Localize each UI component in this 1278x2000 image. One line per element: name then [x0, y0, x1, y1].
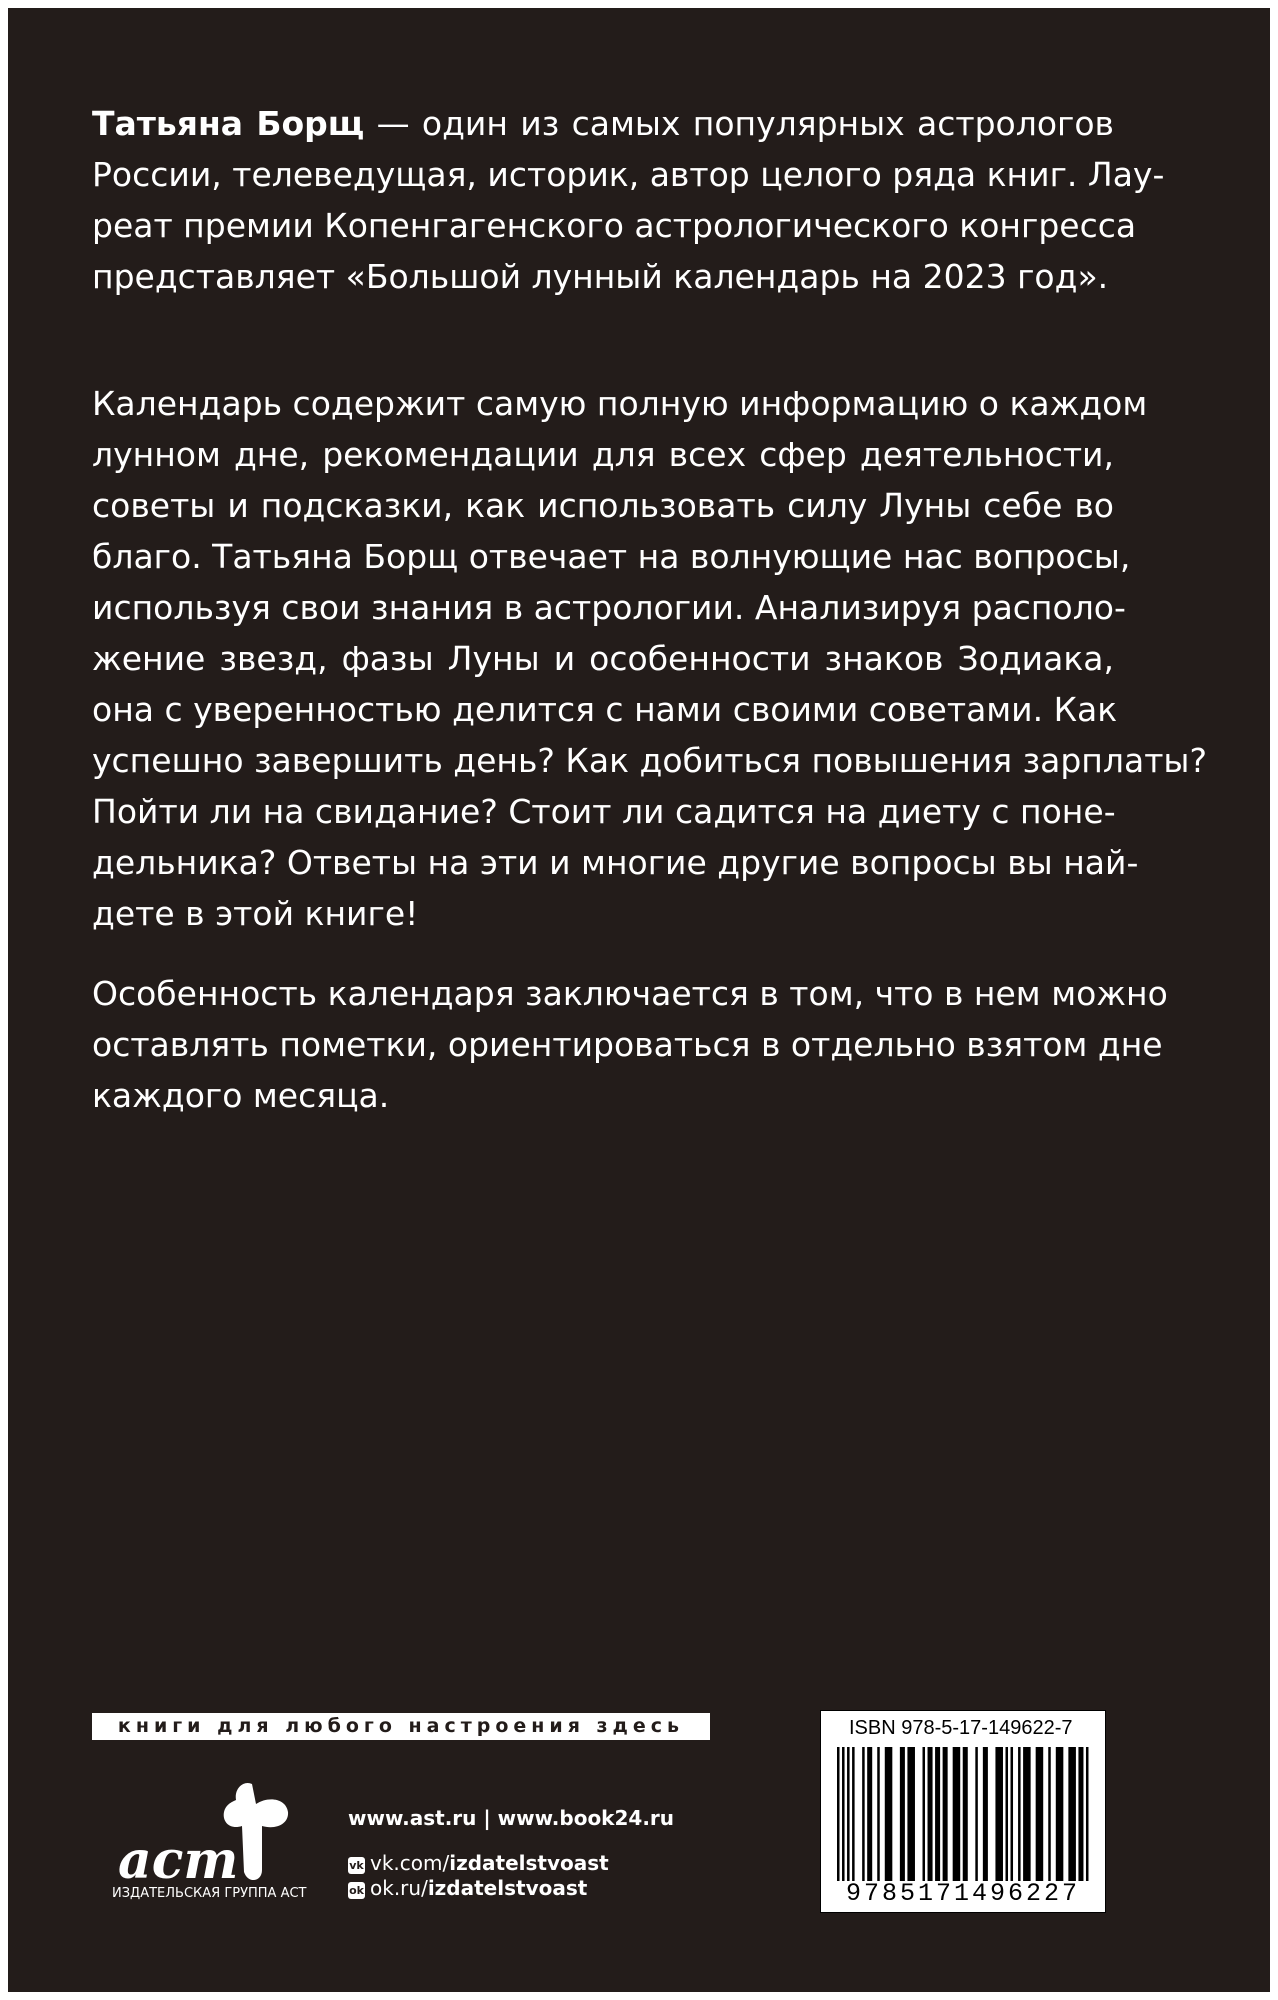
barcode-bar: [900, 1747, 905, 1881]
barcode-bar: [1018, 1747, 1021, 1881]
barcode-bar: [852, 1747, 855, 1881]
author-line: Татьяна Борщ — один из самых популярных астрологов: [92, 104, 1114, 143]
barcode-bar: [995, 1747, 1003, 1881]
author-paragraph: [92, 98, 1165, 302]
author-name: Татьяна Борщ: [92, 104, 365, 143]
barcode-bar: [1036, 1747, 1044, 1881]
barcode-bar: [837, 1747, 840, 1881]
barcode-bar: [983, 1747, 988, 1881]
back-cover: [8, 8, 1270, 1992]
barcode-bar: [928, 1747, 933, 1881]
odnoklassniki-icon: ok: [349, 1884, 364, 1897]
barcode-bar: [1048, 1747, 1051, 1881]
text-line: Календарь содержит самую полную информацию о каждом: [92, 384, 1148, 423]
ast-logo: [116, 1758, 311, 1906]
barcode-bar: [847, 1747, 850, 1881]
barcode-digits: 9785171496227: [845, 1879, 1081, 1908]
barcode-bar: [862, 1747, 865, 1881]
text-line: реат премии Копенгагенского астрологического конгресса: [92, 206, 1137, 245]
text-line: лунном дне, рекомендации для всех сфер деятельности,: [92, 435, 1114, 474]
barcode-bar: [963, 1747, 968, 1881]
isbn-number: ISBN 978-5-17-149622-7: [849, 1717, 1073, 1739]
vk-icon: vk: [349, 1859, 364, 1872]
vk-link[interactable]: vk vk.com/izdatelstvoast: [349, 1851, 609, 1875]
logo-text: аст: [118, 1830, 239, 1891]
barcode-bar: [975, 1747, 978, 1881]
tagline-banner: книги для любого настроения здесь: [92, 1713, 710, 1740]
barcode-bar: [953, 1747, 961, 1881]
text-line: используя свои знания в астрологии. Анализируя располо-: [92, 588, 1126, 627]
barcode-bar: [1006, 1747, 1009, 1881]
barcode-bar: [907, 1747, 915, 1881]
text-line: она с уверенностью делится с нами своими советами. Как: [92, 690, 1118, 729]
text-line: Особенность календаря заключается в том, что в нем можно: [92, 974, 1168, 1013]
logo-caption: ИЗДАТЕЛЬСКАЯ ГРУППА АСТ: [112, 1886, 307, 1901]
barcode-bar: [877, 1747, 880, 1881]
barcode-bar: [885, 1747, 893, 1881]
text-line: дете в этой книге!: [92, 894, 419, 933]
barcode-panel: [820, 1710, 1106, 1913]
barcode-icon: [837, 1747, 1091, 1881]
barcode-bar: [923, 1747, 926, 1881]
barcode-bar: [1086, 1747, 1089, 1881]
barcode-bar: [842, 1747, 845, 1881]
barcode-bar: [1068, 1747, 1076, 1881]
text-line: каждого месяца.: [92, 1076, 390, 1115]
barcode-bar: [867, 1747, 872, 1881]
text-line: жение звезд, фазы Луны и особенности знаков Зодиака,: [92, 639, 1114, 678]
text-line: представляет «Большой лунный календарь на 2023 год».: [92, 257, 1109, 296]
barcode-bar: [1078, 1747, 1083, 1881]
text-line: оставлять пометки, ориентироваться в отдельно взятом дне: [92, 1025, 1163, 1064]
website-links[interactable]: www.ast.ru | www.book24.ru: [348, 1806, 675, 1830]
text-line: успешно завершить день? Как добиться повышения зарплаты?: [92, 741, 1207, 780]
text-line: России, телеведущая, историк, автор целого ряда книг. Лау-: [92, 155, 1165, 194]
text-line: дельника? Ответы на эти и многие другие вопросы вы най-: [92, 843, 1139, 882]
text-line: Пойти ли на свидание? Стоит ли садится на диету с поне-: [92, 792, 1116, 831]
barcode-bar: [1011, 1747, 1014, 1881]
barcode-bar: [1023, 1747, 1031, 1881]
text-line: благо. Татьяна Борщ отвечает на волнующие нас вопросы,: [92, 537, 1131, 576]
description-paragraph: [92, 378, 1207, 939]
barcode-bar: [1056, 1747, 1064, 1881]
barcode-bar: [943, 1747, 948, 1881]
ok-link[interactable]: ok ok.ru/izdatelstvoast: [349, 1876, 588, 1900]
feature-paragraph: [92, 968, 1168, 1121]
text-line: советы и подсказки, как использовать силу Луны себе во: [92, 486, 1114, 525]
barcode-bar: [935, 1747, 940, 1881]
